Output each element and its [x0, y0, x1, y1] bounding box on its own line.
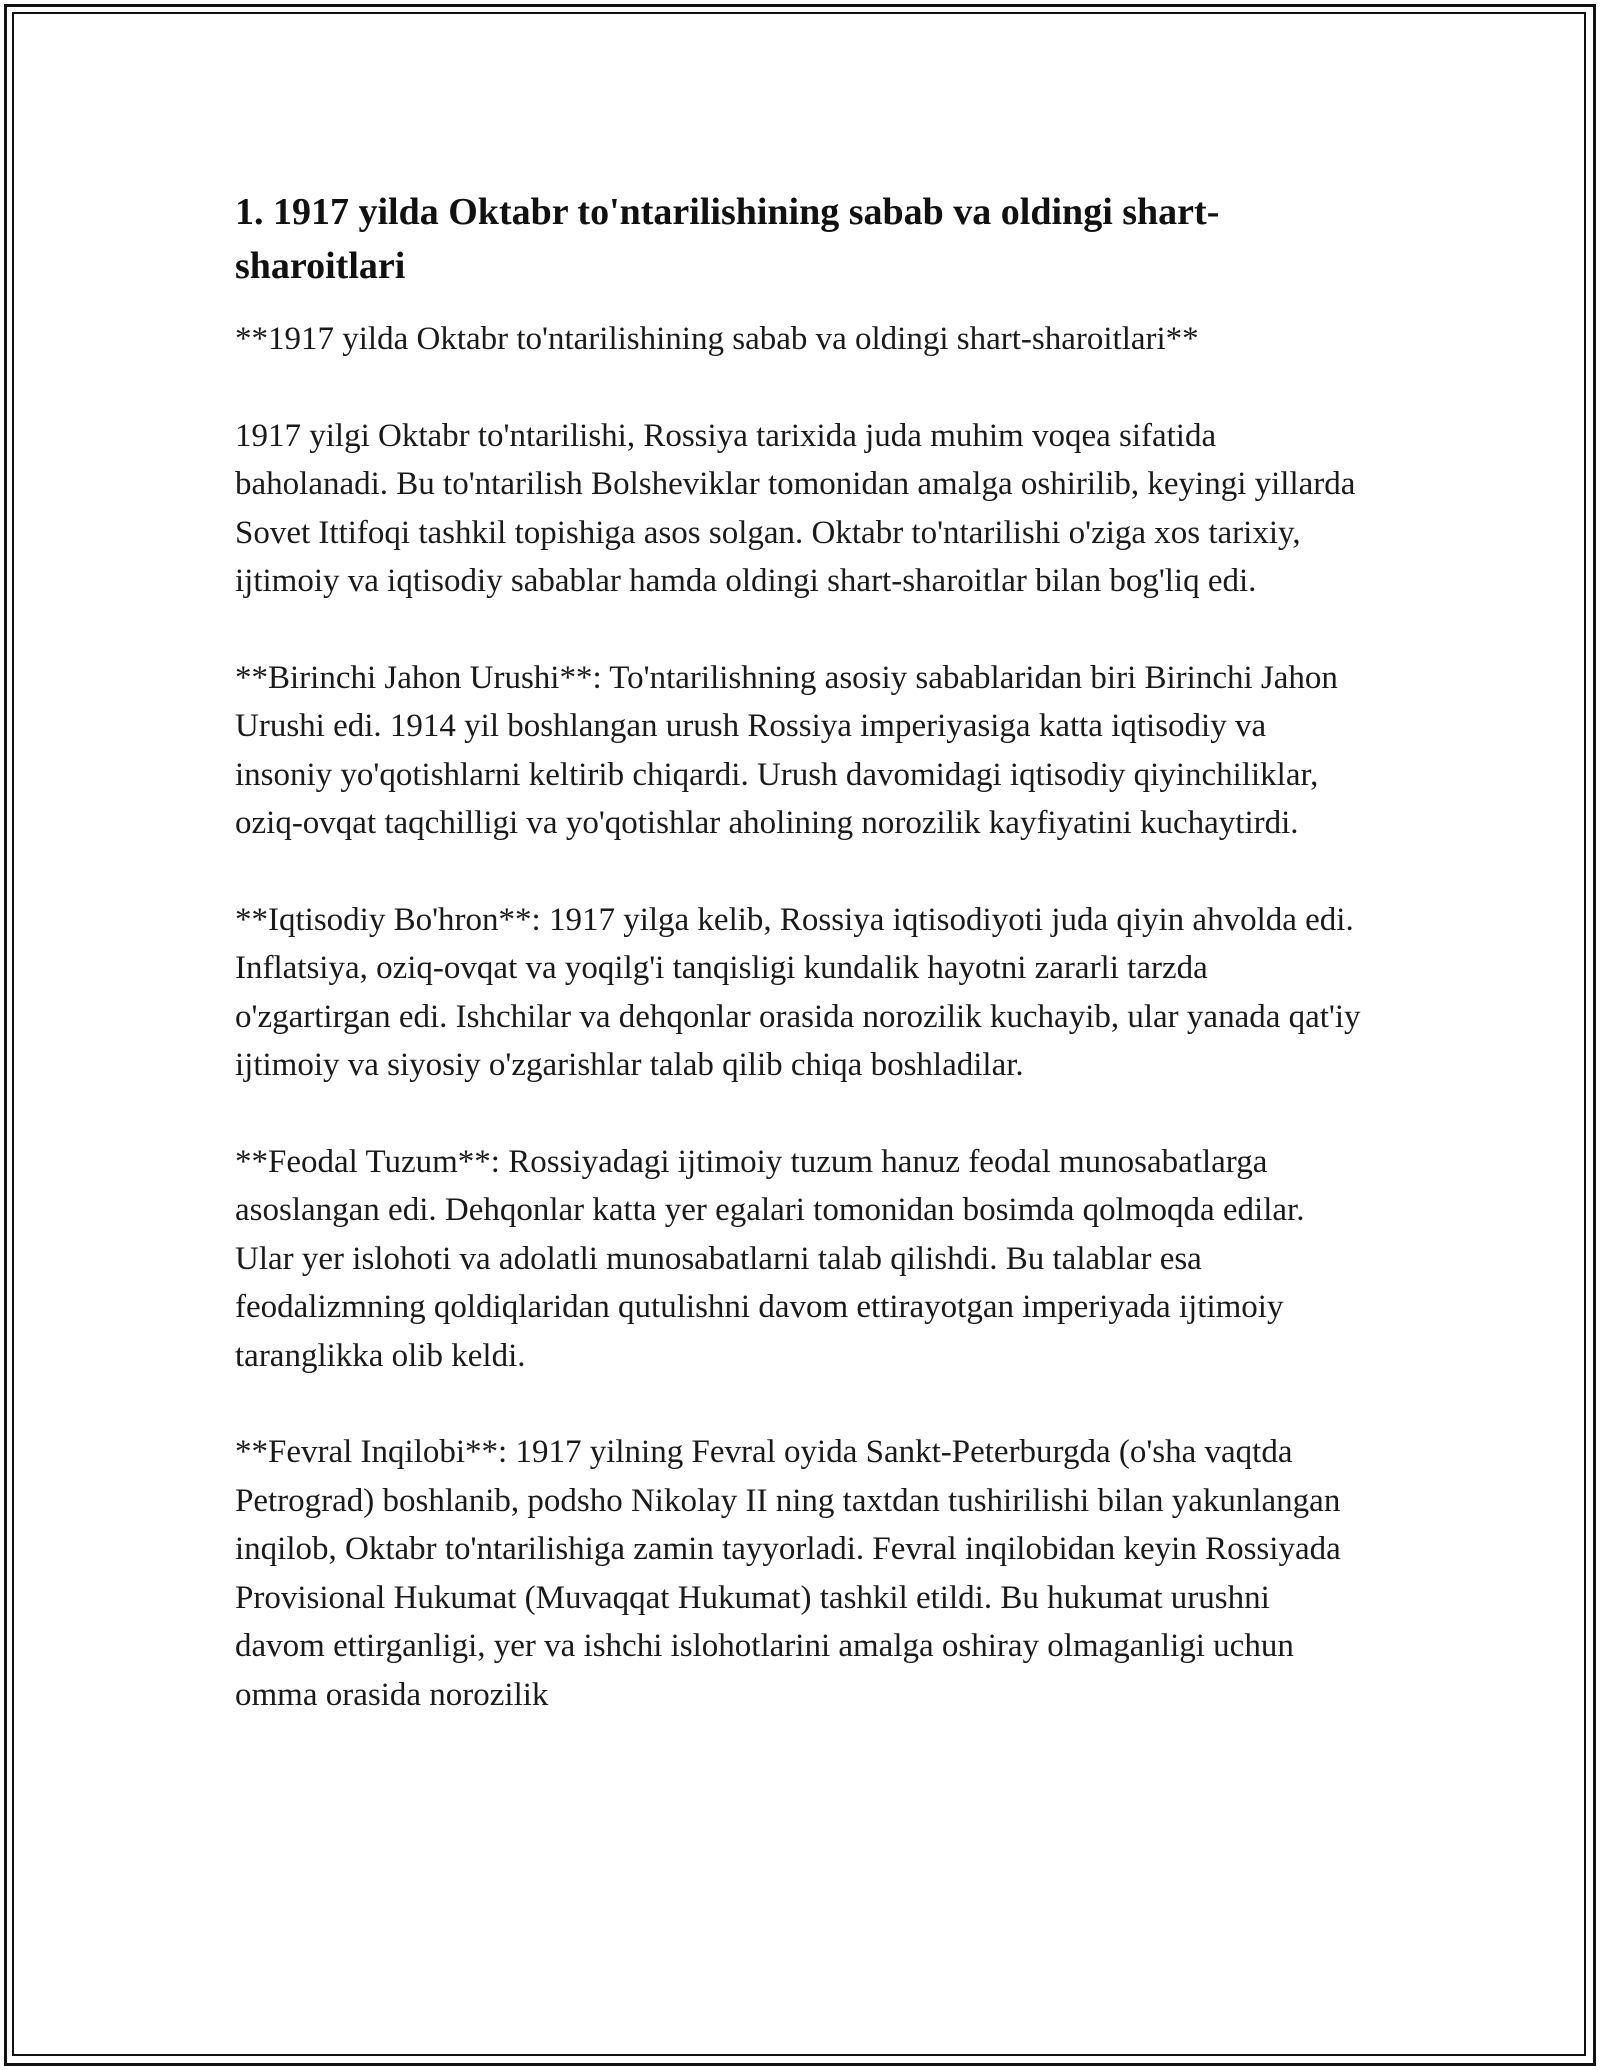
paragraph-subtitle: **1917 yilda Oktabr to'ntarilishining sabab va oldingi shart-sharoitlari**: [235, 321, 1199, 357]
paragraph-economic-crisis: **Iqtisodiy Bo'hron**: 1917 yilga kelib, Rossiya iqtisodiyoti juda qiyin ahvolda edi. Inflatsiya, oziq-ovqat va yoqilg'i tanqisligi kundalik hayotni zararli tarzda o'zgartirgan edi. Ishchilar va dehqonlar orasida norozilik kuchayib, ular yanada qat'iy ijtimoiy va siyosiy o'zgarishlar talab qilib chiqa boshladilar.: [235, 901, 1361, 1083]
paragraph-world-war: **Birinchi Jahon Urushi**: To'ntarilishning asosiy sabablaridan biri Birinchi Jahon Urushi edi. 1914 yil boshlangan urush Rossiya imperiyasiga katta iqtisodiy va insoniy yo'qotishlarni keltirib chiqardi. Urush davomidagi iqtisodiy qiyinchiliklar, oziq-ovqat taqchilligi va yo'qotishlar aholining norozilik kayfiyatini kuchaytirdi.: [235, 659, 1338, 841]
paragraph-feudal-system: **Feodal Tuzum**: Rossiyadagi ijtimoiy tuzum hanuz feodal munosabatlarga asoslangan edi. Dehqonlar katta yer egalari tomonidan bosimda qolmoqda edilar. Ular yer islohoti va adolatli munosabatlarni talab qilishdi. Bu talablar esa feodalizmning qoldiqlaridan qutulishni davom ettirayotgan imperiyada ijtimoiy taranglikka olib keldi.: [235, 1143, 1305, 1374]
paragraph-intro: 1917 yilgi Oktabr to'ntarilishi, Rossiya tarixida juda muhim voqea sifatida baholanadi. Bu to'ntarilish Bolsheviklar tomonidan amalga oshirilib, keyingi yillarda Sovet Ittifoqi tashkil topishiga asos solgan. Oktabr to'ntarilishi o'ziga xos tarixiy, ijtimoiy va iqtisodiy sabablar hamda oldingi shart-sharoitlar bilan bog'liq edi.: [235, 417, 1356, 599]
paragraph-february-revolution: **Fevral Inqilobi**: 1917 yilning Fevral oyida Sankt-Peterburgda (o'sha vaqtda Petrograd) boshlanib, podsho Nikolay II ning taxtdan tushirilishi bilan yakunlangan inqilob, Oktabr to'ntarilishiga zamin tayyorladi. Fevral inqilobidan keyin Rossiyada Provisional Hukumat (Muvaqqat Hukumat) tashkil etildi. Bu hukumat urushni davom ettirganligi, yer va ishchi islohotlarini amalga oshiray olmaganligi uchun omma orasida norozilik: [235, 1434, 1341, 1713]
document-body: [235, 185, 1365, 1767]
document-title: 1. 1917 yilda Oktabr to'ntarilishining sabab va oldingi shart-sharoitlari: [235, 191, 1220, 287]
